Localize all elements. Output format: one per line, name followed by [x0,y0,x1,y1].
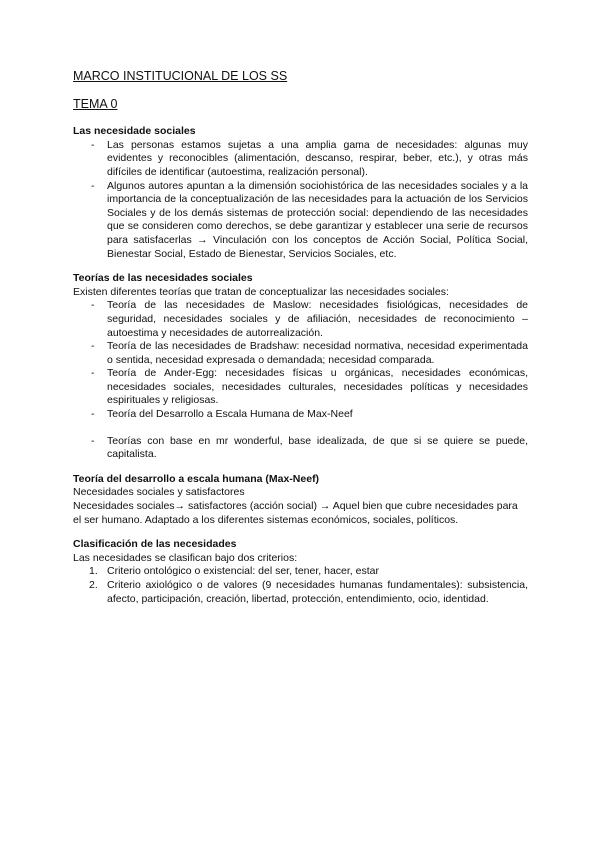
list-item-text: Criterio axiológico o de valores (9 necesidades humanas fundamentales): subsistencia, afecto, participación, creación, libertad, protección, entendimiento, ocio, identidad. [107,579,528,605]
section-heading: Teoría del desarrollo a escala humana (Max-Neef) [73,472,320,485]
list-item: - Las personas estamos sujetas a una amplia gama de necesidades: algunas muy evidentes y reconocibles (alimentación, descanso, respirar, beber, etc.), y otras más difíciles de identificar (autoestima, realización personal). [73,139,528,180]
list-item: - Algunos autores apuntan a la dimensión sociohistórica de las necesidades sociales y a la importancia de la conceptualización de las necesidades para la actuación de los Servicios Sociales y de los demás sistemas de protección social: dependiendo de las necesidades que se consideren como derechos, se debe garantizar y establecer una serie de recursos para satisfacerlas → Vinculación con los conceptos de Acción Social, Política Social, Bienestar Social, Estado de Bienestar, Servicios Sociales, etc. [73,180,528,262]
list-item [73,579,528,606]
bullet-list [73,139,528,261]
section-heading: Clasificación de las necesidades [73,538,237,551]
tema-heading: TEMA 0 [73,96,118,111]
section-heading: Teorías de las necesidades sociales [73,272,253,285]
section-necesidades-sociales [73,125,528,261]
list-number: 2. [89,579,98,591]
list-item: - Teoría de Ander-Egg: necesidades físicas u orgánicas, necesidades económicas, necesidades sociales, necesidades culturales, necesidades políticas y necesidades espirituales y religiosas. [73,367,528,408]
document-body [73,70,528,617]
list-item: - Teoría del Desarrollo a Escala Humana de Max-Neef [73,408,528,422]
section-intro: Existen diferentes teorías que tratan de conceptualizar las necesidades sociales: [73,285,449,298]
section-intro: Las necesidades se clasifican bajo dos criterios: [73,551,298,564]
paragraph: Necesidades sociales y satisfactores [73,486,245,499]
numbered-list [73,565,528,606]
section-max-neef [73,473,528,527]
section-heading: Las necesidade sociales [73,125,196,138]
list-item-text: Criterio ontológico o existencial: del ser, tener, hacer, estar [107,565,379,578]
list-item: - Teorías con base en mr wonderful, base idealizada, de que si se quiere se puede, capitalista. [73,435,528,462]
paragraph: Necesidades sociales→ satisfactores (acción social) → Aquel bien que cubre necesidades para el ser humano. Adaptado a los diferentes sistemas económicos, sociales, políticos. [73,500,518,526]
bullet-list [73,299,528,421]
list-item: - Teoría de las necesidades de Bradshaw: necesidad normativa, necesidad experimentada o sentida, necesidad expresada o demandada; necesidad comparada. [73,340,528,367]
bullet-list [73,435,528,462]
spacer [73,422,528,435]
section-clasificacion [73,538,528,606]
list-item: - Teoría de las necesidades de Maslow: necesidades fisiológicas, necesidades de seguridad, necesidades sociales y de afiliación, necesidades de reconocimiento – autoestima y necesidades de autorrealización. [73,299,528,340]
section-teorias [73,272,528,462]
list-item [73,565,528,579]
document-title: MARCO INSTITUCIONAL DE LOS SS [73,69,288,83]
list-number: 1. [89,565,98,578]
